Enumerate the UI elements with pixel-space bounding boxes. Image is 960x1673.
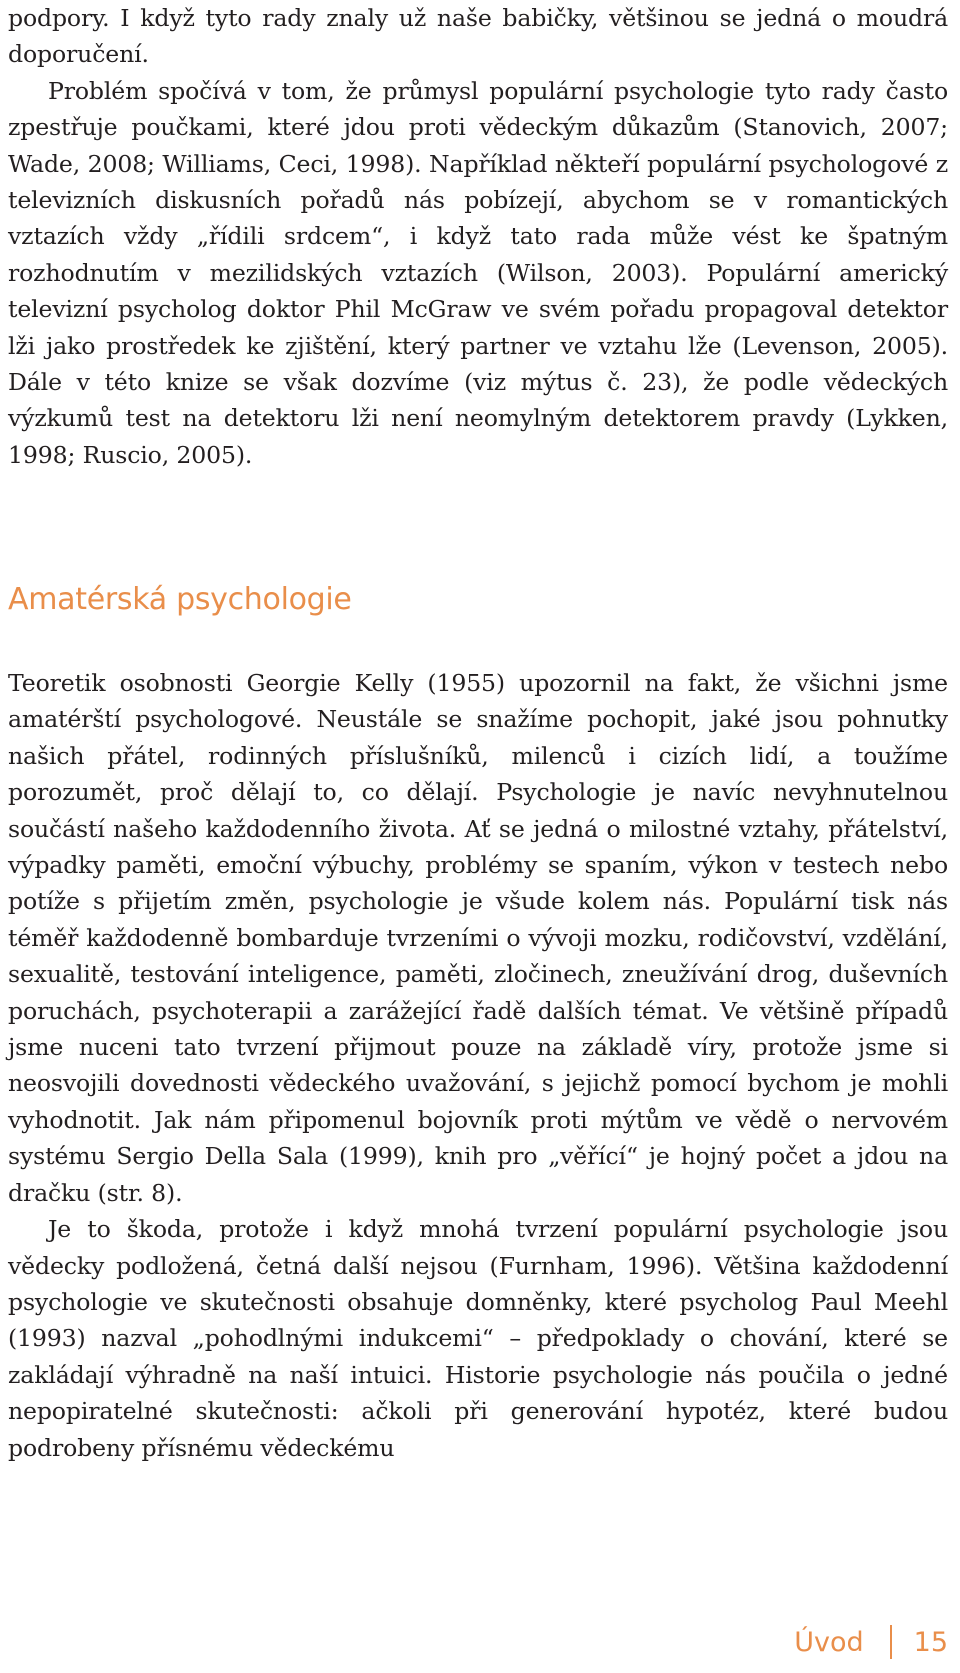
paragraph-pity: Je to škoda, protože i když mnohá tvrzení populární psychologie jsou vědecky podložená, četná další nejsou (Furnham, 1996). Většina každodenní psychologie ve skutečnosti obsahuje domněnky, které psycholog Paul Meehl (1993) nazval „pohodlnými indukcemi“ – předpoklady o chování, které se zakládají výhradně na naší intuici. Historie psychologie nás poučila o jedné nepopiratelné skutečnosti: ačkoli při generování hypotéz, které budou podrobeny přísnému vědeckému bbox=[8, 1215, 948, 1462]
section-heading: Amatérská psychologie bbox=[8, 582, 352, 617]
section-text-block bbox=[8, 665, 948, 1466]
page-number: 15 bbox=[913, 1626, 948, 1658]
top-text-block bbox=[8, 0, 948, 473]
paragraph-popular-psychology: Problém spočívá v tom, že průmysl populární psychologie tyto rady často zpestřuje poučkami, které jdou proti vědeckým důkazům (Stanovich, 2007; Wade, 2008; Williams, Ceci, 1998). Například někteří populární psychologové z televizních diskusních pořadů nás pobízejí, abychom se v romantických vztazích vždy „řídili srdcem“, i když tato rada může vést ke špatným rozhodnutím v mezilidských vztazích (Wilson, 2003). Populární americký televizní psycholog doktor Phil McGraw ve svém pořadu propagoval detektor lži jako prostředek ke zjištění, který partner ve vztahu lže (Levenson, 2005). Dále v této knize se však dozvíme (viz mýtus č. 23), že podle vědeckých výzkumů test na detektoru lži není neomylným detektorem pravdy (Lykken, 1998; Ruscio, 2005). bbox=[8, 76, 948, 469]
footer-divider bbox=[890, 1625, 892, 1659]
paragraph-amateur-psychology: Teoretik osobnosti Georgie Kelly (1955) upozornil na fakt, že všichni jsme amatérští psychologové. Neustále se snažíme pochopit, jaké jsou pohnutky našich přátel, rodinných příslušníků, milenců i cizích lidí, a toužíme porozumět, proč dělají to, co dělají. Psychologie je navíc nevyhnutelnou součástí našeho každodenního života. Ať se jedná o milostné vztahy, přátelství, výpadky paměti, emoční výbuchy, problémy se spaním, výkon v testech nebo potíže s přijetím změn, psychologie je všude kolem nás. Populární tisk nás téměř každodenně bombarduje tvrzeními o vývoji mozku, rodičovství, vzdělání, sexualitě, testování inteligence, paměti, zločinech, zneužívání drog, duševních poruchách, psychoterapii a zarážející řadě dalších témat. Ve většině případů jsme nuceni tato tvrzení přijmout pouze na základě víry, protože jsme si neosvojili dovednosti vědeckého uvažování, s jejichž pomocí bychom je mohli vyhodnotit. Jak nám připomenul bojovník proti mýtům ve vědě o nervovém systému Sergio Della Sala (1999), knih pro „věřící“ je hojný počet a jdou na dračku (str. 8). bbox=[8, 669, 948, 1207]
paragraph-continuation: podpory. I když tyto rady znaly už naše babičky, většinou se jedná o moudrá doporučení. bbox=[8, 4, 948, 69]
page-footer bbox=[794, 1625, 948, 1659]
chapter-label: Úvod bbox=[794, 1626, 864, 1658]
